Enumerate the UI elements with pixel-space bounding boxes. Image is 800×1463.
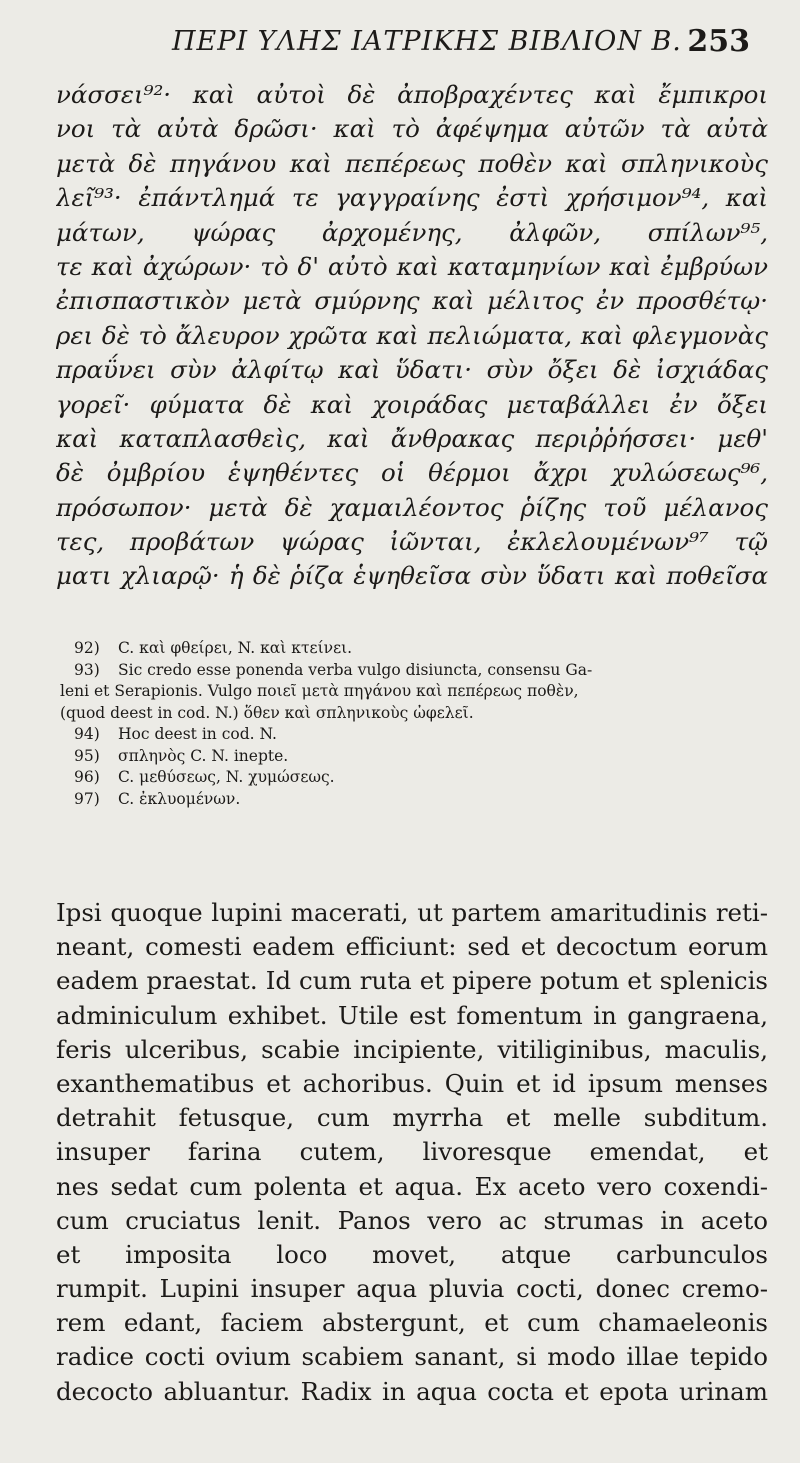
greek-text-line: λεῖ⁹³· ἐπάντλημά τε γαγγραίνης ἐστὶ χρήσιμον⁹⁴, καὶ xyxy=(56,183,768,213)
footnote-text: C. μεθύσεως, N. χυμώσεως. xyxy=(118,768,335,786)
latin-text-line: adminiculum exhibet. Utile est fomentum in gangraena, xyxy=(56,1000,768,1030)
footnote xyxy=(60,746,768,768)
latin-text-line: radice cocti ovium scabiem sanant, si modo illae tepido xyxy=(56,1342,768,1372)
footnote-text: σπληνὸς C. N. inepte. xyxy=(118,746,289,765)
footnotes-block xyxy=(60,638,768,810)
footnote xyxy=(60,681,768,703)
latin-text-line: insuper farina cutem, livoresque emendat, et xyxy=(56,1137,768,1167)
footnote xyxy=(60,767,768,789)
footnote xyxy=(60,660,768,682)
footnote-text: C. καὶ φθείρει, N. καὶ κτείνει. xyxy=(118,639,353,657)
latin-text-line: decocto abluantur. Radix in aqua cocta et epota urinam xyxy=(56,1376,768,1406)
footnote-number: 92) xyxy=(74,639,100,657)
footnote-number: 93) xyxy=(74,660,100,679)
footnote xyxy=(60,703,768,725)
running-title: ΠΕΡΙ ΥΛΗΣ ΙΑΤΡΙΚΗΣ ΒΙΒΛΙΟΝ Β. xyxy=(172,26,682,57)
greek-text-line: γορεῖ· φύματα δὲ καὶ χοιράδας μεταβάλλει ἐν ὄξει xyxy=(56,389,768,419)
greek-text-line: πρόσωπον· μετὰ δὲ χαμαιλέοντος ῥίζης τοῦ μέλανος xyxy=(56,492,768,522)
latin-text-line: Ipsi quoque lupini macerati, ut partem amaritudinis reti- xyxy=(56,898,768,927)
greek-text-line: τε καὶ ἀχώρων· τὸ δ' αὐτὸ καὶ καταμηνίων καὶ ἐμβρύων xyxy=(56,251,768,281)
page-header xyxy=(60,24,760,60)
footnote-number: 95) xyxy=(74,746,100,765)
footnote-text: leni et Serapionis. Vulgo ποιεῖ μετὰ πηγάνου καὶ πεπέρεως ποθὲν, xyxy=(60,682,579,700)
greek-text-block xyxy=(56,78,768,594)
page-number: 253 xyxy=(687,24,750,59)
footnote-text: (quod deest in cod. N.) ὅθεν καὶ σπληνικοὺς ὠφελεῖ. xyxy=(60,703,474,722)
footnote xyxy=(60,724,768,746)
greek-text-line: ἐπισπαστικὸν μετὰ σμύρνης καὶ μέλιτος ἐν προσθέτῳ· xyxy=(56,286,768,316)
latin-translation-block xyxy=(56,896,768,1409)
greek-text-line: πραΰνει σὺν ἀλφίτῳ καὶ ὕδατι· σὺν ὄξει δὲ ἰσχιάδας xyxy=(56,355,768,385)
footnote xyxy=(60,789,768,811)
latin-text-line: exanthematibus et achoribus. Quin et id ipsum menses xyxy=(56,1068,768,1098)
greek-text-line: δὲ ὀμβρίου ἑψηθέντες οἱ θέρμοι ἄχρι χυλώσεως⁹⁶, xyxy=(56,458,768,488)
greek-text-line: νοι τὰ αὐτὰ δρῶσι· καὶ τὸ ἀφέψημα αὐτῶν τὰ αὐτὰ xyxy=(56,114,768,144)
greek-text-line: μετὰ δὲ πηγάνου καὶ πεπέρεως ποθὲν καὶ σπληνικοὺς xyxy=(56,148,768,178)
latin-text-line: rumpit. Lupini insuper aqua pluvia cocti, donec cremo- xyxy=(56,1274,768,1304)
greek-text-line: νάσσει⁹²· καὶ αὐτοὶ δὲ ἀποβραχέντες καὶ ἔμπικροι xyxy=(56,80,768,109)
footnote-text: C. ἐκλυομένων. xyxy=(118,789,241,808)
latin-text-line: et imposita loco movet, atque carbunculos xyxy=(56,1239,768,1269)
greek-text-line: καὶ καταπλασθεὶς, καὶ ἄνθρακας περιῤῥήσσει· μεθ' xyxy=(56,423,768,453)
greek-text-line: ματι χλιαρῷ· ἡ δὲ ῥίζα ἑψηθεῖσα σὺν ὕδατι καὶ ποθεῖσα xyxy=(56,561,768,591)
greek-text-line: ρει δὲ τὸ ἄλευρον χρῶτα καὶ πελιώματα, καὶ φλεγμονὰς xyxy=(56,320,768,350)
latin-text-line: detrahit fetusque, cum myrrha et melle subditum. xyxy=(56,1103,768,1133)
latin-text-line: neant, comesti eadem efficiunt: sed et decoctum eorum xyxy=(56,932,768,962)
greek-text-line: τες, προβάτων ψώρας ἰῶνται, ἐκλελουμένων⁹⁷ τῷ xyxy=(56,527,768,557)
footnote-number: 97) xyxy=(74,789,100,808)
footnote-number: 94) xyxy=(74,725,100,743)
latin-text-line: feris ulceribus, scabie incipiente, vitiliginibus, maculis, xyxy=(56,1034,768,1064)
latin-text-line: rem edant, faciem abstergunt, et cum chamaeleonis xyxy=(56,1308,768,1338)
footnote-text: Hoc deest in cod. N. xyxy=(118,725,277,743)
footnote-number: 96) xyxy=(74,768,100,786)
footnote-text: Sic credo esse ponenda verba vulgo disiuncta, consensu Ga- xyxy=(118,660,593,679)
latin-text-line: nes sedat cum polenta et aqua. Ex aceto vero coxendi- xyxy=(56,1171,768,1201)
footnote xyxy=(60,638,768,660)
latin-text-line: eadem praestat. Id cum ruta et pipere potum et splenicis xyxy=(56,966,768,996)
latin-text-line: cum cruciatus lenit. Panos vero ac strumas in aceto xyxy=(56,1205,768,1235)
greek-text-line: μάτων, ψώρας ἀρχομένης, ἀλφῶν, σπίλων⁹⁵, xyxy=(56,217,768,247)
